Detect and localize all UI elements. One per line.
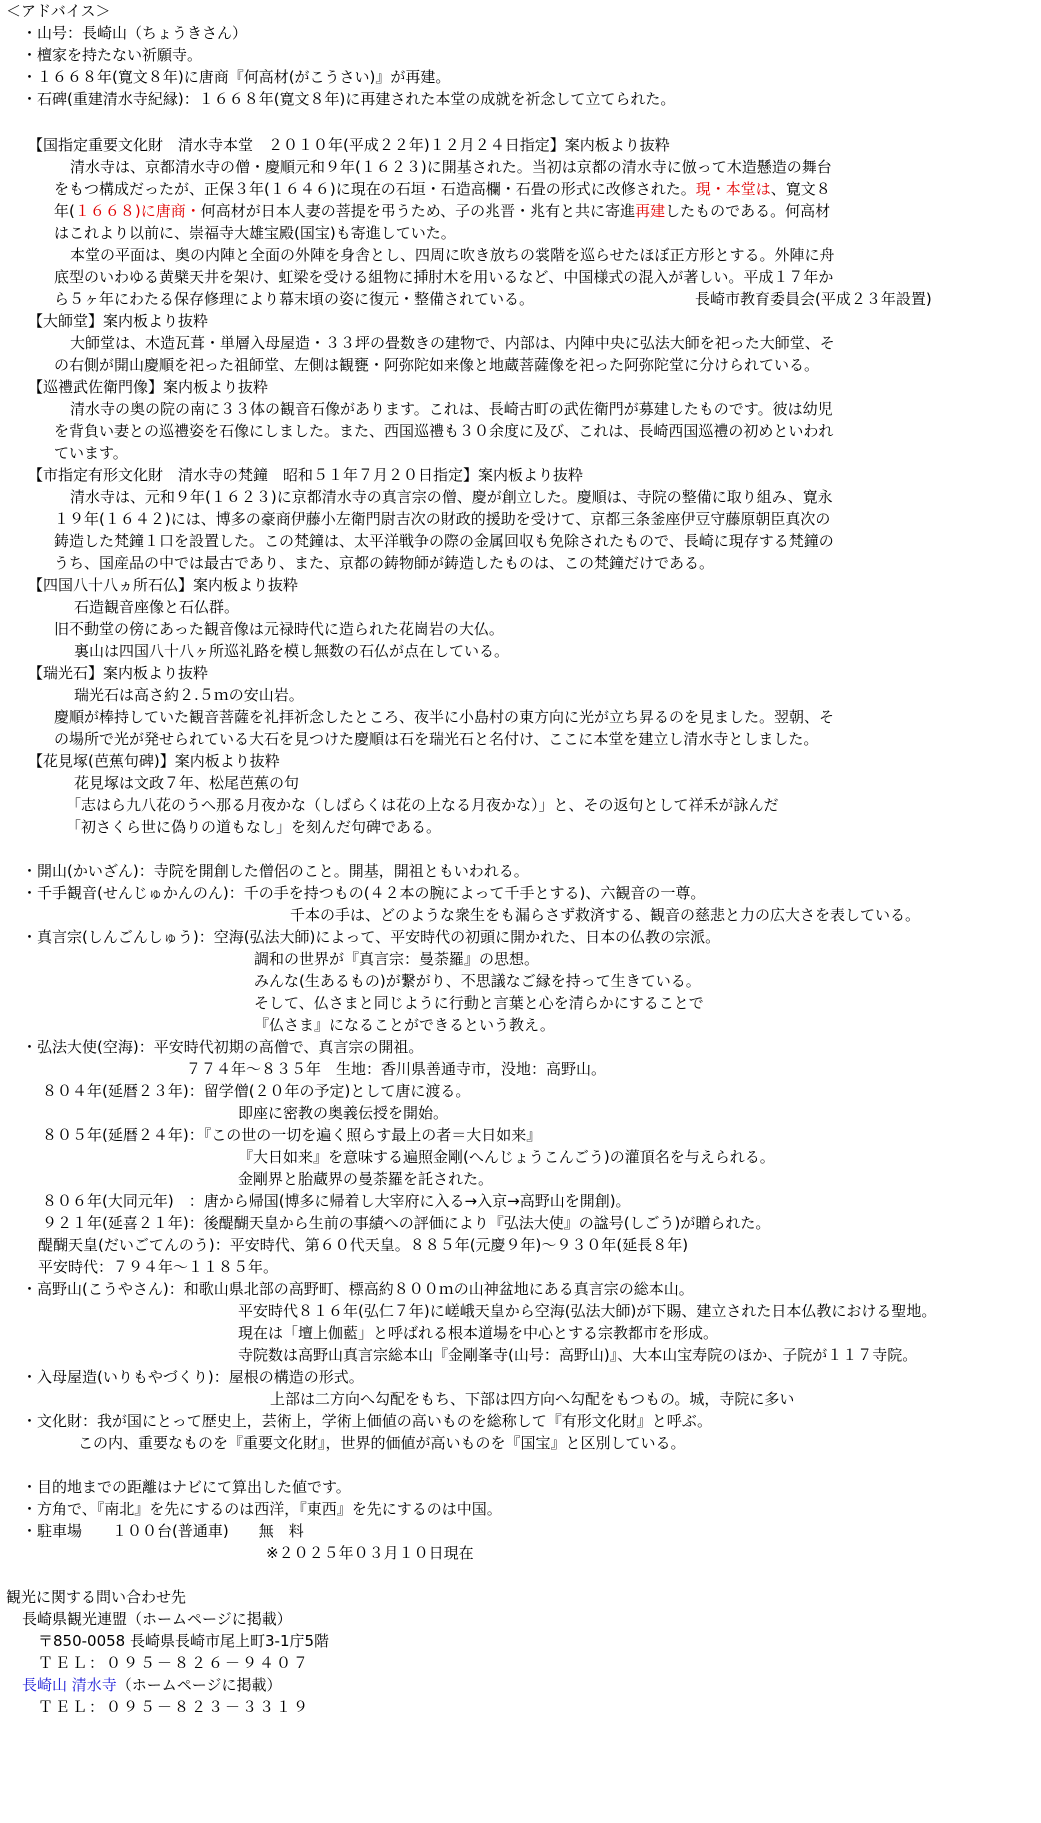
zuikoseki-text: の場所で光が発せられている大石を見つけた慶順は石を瑞光石と名付け、ここに本堂を建立し清水寺としました。	[54, 730, 819, 748]
glossary-detail: 寺院数は高野山真言宗総本山『金剛峯寺(山号：高野山)』、大本山宝寿院のほか、子院が１１７寺院。	[238, 1346, 918, 1364]
section-title-hanamizuka: 【花見塚(芭蕉句碑)】案内板より抜粋	[28, 752, 280, 770]
shikoku-text: 石造観音座像と石仏群。	[74, 598, 240, 616]
bonsho-text: 清水寺は、元和９年(１６２３)に京都清水寺の真言宗の僧、慶が創立した。慶順は、寺院の整備に取り組み、寛永	[70, 488, 833, 506]
junrei-text: 清水寺の奥の院の南に３３体の観音石像があります。これは、長崎古町の武佐衛門が募建したものです。彼は幼児	[70, 400, 833, 418]
highlight-red: 再建	[635, 202, 666, 220]
contact-org: 長崎県観光連盟（ホームページに掲載）	[22, 1610, 292, 1628]
bonsho-text: うち、国産品の中では最古であり、また、京都の鋳物師が鋳造したものは、この梵鐘だけである。	[54, 554, 715, 572]
glossary-detail: みんな(生あるもの)が繋がり、不思議なご縁を持って生きている。	[254, 972, 701, 990]
highlight-red: １６６８)に唐商・	[74, 202, 201, 220]
note-line: ・目的地までの距離はナビにて算出した値です。	[22, 1478, 351, 1496]
note-line: ・駐車場 １００台(普通車) 無 料	[22, 1522, 304, 1540]
honden-text: 底型のいわゆる黄檗天井を架け、虹梁を受ける組物に挿肘木を用いるなど、中国様式の混入が著しい。平成１７年か	[54, 268, 834, 286]
bonsho-text: １９年(１６４２)には、博多の豪商伊藤小左衛門尉吉次の財政的援助を受けて、京都三条釜座伊豆守藤原朝臣真次の	[54, 510, 831, 528]
glossary-term: ・高野山(こうやさん)：和歌山県北部の高野町、標高約８００ｍの山神盆地にある真言宗の総本山。	[22, 1280, 694, 1298]
honden-text: 本堂の平面は、奥の内陣と全面の外陣を身舎とし、四周に吹き放ちの裳階を巡らせたほぼ正方形とする。外陣に舟	[70, 246, 835, 264]
glossary-term: ・真言宗(しんごんしゅう)：空海(弘法大師)によって、平安時代の初頭に開かれた、日本の仏教の宗派。	[22, 928, 721, 946]
honden-text: をもつ構成だったが、正保３年(１６４６)に現在の石垣・石造高欄・石畳の形式に改修された。現・本堂は、寛文８	[54, 180, 831, 198]
glossary-detail: この内、重要なものを『重要文化財』，世界的価値が高いものを『国宝』と区別している。	[78, 1434, 686, 1452]
note-line: ・方角で、『南北』を先にするのは西洋，『東西』を先にするのは中国。	[22, 1500, 502, 1518]
glossary-detail: 『大日如来』を意味する遍照金剛(へんじょうこんごう)の灌頂名を与えられる。	[238, 1148, 775, 1166]
section-title-shikoku: 【四国八十八ヵ所石仏】案内板より抜粋	[28, 576, 299, 594]
glossary-detail: ７７４年～８３５年 生地：香川県善通寺市，没地：高野山。	[186, 1060, 607, 1078]
glossary-term: ・文化財：我が国にとって歴史上，芸術上，学術上価値の高いものを総称して『有形文化財』と呼ぶ。	[22, 1412, 713, 1430]
glossary-detail: 調和の世界が『真言宗：曼荼羅』の思想。	[254, 950, 540, 968]
honden-text: はこれより以前に、崇福寺大雄宝殿(国宝)も寄進していた。	[54, 224, 456, 242]
glossary-term: ・千手観音(せんじゅかんのん)：千の手を持つもの(４２本の腕によって千手とする)、六観音の一尊。	[22, 884, 706, 902]
as-of-date: ※２０２５年０３月１０日現在	[266, 1544, 474, 1562]
glossary-term: ・入母屋造(いりもやづくり)：屋根の構造の形式。	[22, 1368, 364, 1386]
zuikoseki-text: 慶順が棒持していた観音菩薩を礼拝祈念したところ、夜半に小島村の東方向に光が立ち昇るのを見ました。翌朝、そ	[54, 708, 835, 726]
contact-tel: ＴＥＬ：０９５－８２３－３３１９	[38, 1698, 311, 1716]
glossary-term: ・開山(かいざん)：寺院を開創した僧侶のこと。開基，開祖ともいわれる。	[22, 862, 529, 880]
glossary-detail: 即座に密教の奥義伝授を開始。	[238, 1104, 449, 1122]
daishido-text: の右側が開山慶順を祀った祖師堂、左側は観甕・阿弥陀如来像と地蔵菩薩像を祀った阿弥陀堂に分けられている。	[54, 356, 820, 374]
glossary-detail: 平安時代８１６年(弘仁７年)に嵯峨天皇から空海(弘法大師)が下賜、建立された日本仏教における聖地。	[238, 1302, 937, 1320]
glossary-detail: 現在は「壇上伽藍」と呼ばれる根本道場を中心とする宗教都市を形成。	[238, 1324, 719, 1342]
honden-text: 清水寺は、京都清水寺の僧・慶順元和９年(１６２３)に開基された。当初は京都の清水寺に倣って木造懸造の舞台	[70, 158, 832, 176]
glossary-detail: 醍醐天皇(だいごてんのう)：平安時代、第６０代天皇。８８５年(元慶９年)～９３０年(延長８年)	[38, 1236, 689, 1254]
glossary-detail: ８０４年(延暦２３年)：留学僧(２０年の予定)として唐に渡る。	[42, 1082, 471, 1100]
honden-text: 年(１６６８)に唐商・何高材が日本人妻の菩提を弔うため、子の兆晋・兆有と共に寄進再建したものである。何高材	[54, 202, 831, 220]
contact-address: 〒850-0058 長崎県長崎市尾上町3-1庁5階	[38, 1632, 330, 1650]
contact-tel: ＴＥＬ：０９５－８２６－９４０７	[38, 1654, 311, 1672]
glossary-detail: 平安時代：７９４年～１１８５年。	[38, 1258, 279, 1276]
glossary-detail: ８０６年(大同元年) ：唐から帰国(博多に帰着し大宰府に入る→入京→高野山を開創)。	[42, 1192, 631, 1210]
contact-header: 観光に関する問い合わせ先	[6, 1588, 187, 1606]
section-title-zuikoseki: 【瑞光石】案内板より抜粋	[28, 664, 209, 682]
intro-line: ・山号：長崎山（ちょうきさん）	[22, 24, 248, 42]
section-title-honden: 【国指定重要文化財 清水寺本堂 ２０１０年(平成２２年)１２月２４日指定】案内板より抜粋	[28, 136, 670, 154]
glossary-detail: ９２１年(延喜２１年)：後醍醐天皇から生前の事績への評価により『弘法大使』の諡号(しごう)が贈られた。	[42, 1214, 771, 1232]
honden-text: ら５ヶ年にわたる保存修理により幕末頃の姿に復元・整備されている。	[54, 290, 535, 308]
hanamizuka-text: 「志はら九八花のうへ那る月夜かな（しばらくは花の上なる月夜かな）」と、その返句として祥禾が詠んだ	[66, 796, 779, 814]
highlight-red: 現・本堂は	[695, 180, 771, 198]
temple-link[interactable]: 長崎山 清水寺	[22, 1676, 117, 1694]
glossary-detail: 『仏さま』になることができるという教え。	[254, 1016, 555, 1034]
zuikoseki-text: 瑞光石は高さ約２.５ｍの安山岩。	[74, 686, 304, 704]
intro-line: ・石碑(重建清水寺紀縁)：１６６８年(寛文８年)に再建された本堂の成就を祈念して立てられた。	[22, 90, 676, 108]
intro-line: ・檀家を持たない祈願寺。	[22, 46, 203, 64]
glossary-detail: 上部は二方向へ勾配をもち、下部は四方向へ勾配をもつもの。城，寺院に多い	[270, 1390, 795, 1408]
shikoku-text: 裏山は四国八十八ヶ所巡礼路を模し無数の石仏が点在している。	[74, 642, 510, 660]
hanamizuka-text: 花見塚は文政７年、松尾芭蕉の句	[74, 774, 300, 792]
glossary-detail: そして、仏さまと同じように行動と言葉と心を清らかにすることで	[254, 994, 704, 1012]
advice-header: ＜アドバイス＞	[6, 2, 111, 20]
honden-credit: 長崎市教育委員会(平成２３年設置)	[695, 290, 932, 308]
intro-line: ・１６６８年(寛文８年)に唐商『何高材(がこうさい)』が再建。	[22, 68, 451, 86]
section-title-bonsho: 【市指定有形文化財 清水寺の梵鐘 昭和５１年７月２０日指定】案内板より抜粋	[28, 466, 584, 484]
section-title-daishido: 【大師堂】案内板より抜粋	[28, 312, 209, 330]
contact-org: 長崎山 清水寺（ホームページに掲載）	[22, 1676, 282, 1694]
bonsho-text: 鋳造した梵鐘１口を設置した。この梵鐘は、太平洋戦争の際の金属回収も免除されたもので、長崎に現存する梵鐘の	[54, 532, 834, 550]
section-title-junrei: 【巡禮武佐衛門像】案内板より抜粋	[28, 378, 269, 396]
hanamizuka-text: 「初さくら世に偽りの道もなし」を刻んだ句碑である。	[66, 818, 442, 836]
daishido-text: 大師堂は、木造瓦葺・単層入母屋造・３３坪の畳数きの建物で、内部は、内陣中央に弘法大師を祀った大師堂、そ	[70, 334, 835, 352]
junrei-text: ています。	[54, 444, 128, 462]
shikoku-text: 旧不動堂の傍にあった観音像は元禄時代に造られた花崗岩の大仏。	[54, 620, 504, 638]
glossary-term: ・弘法大使(空海)：平安時代初期の高僧で、真言宗の開祖。	[22, 1038, 424, 1056]
glossary-detail: ８０５年(延暦２４年)：『この世の一切を遍く照らす最上の者＝大日如来』	[42, 1126, 542, 1144]
glossary-detail: 千本の手は、どのような衆生をも漏らさず救済する、観音の慈悲と力の広大さを表している。	[290, 906, 921, 924]
junrei-text: を背負い妻との巡禮姿を石像にしました。また、西国巡禮も３０余度に及び、これは、長崎西国巡禮の初めといわれ	[54, 422, 834, 440]
glossary-detail: 金剛界と胎蔵界の曼荼羅を託された。	[238, 1170, 494, 1188]
